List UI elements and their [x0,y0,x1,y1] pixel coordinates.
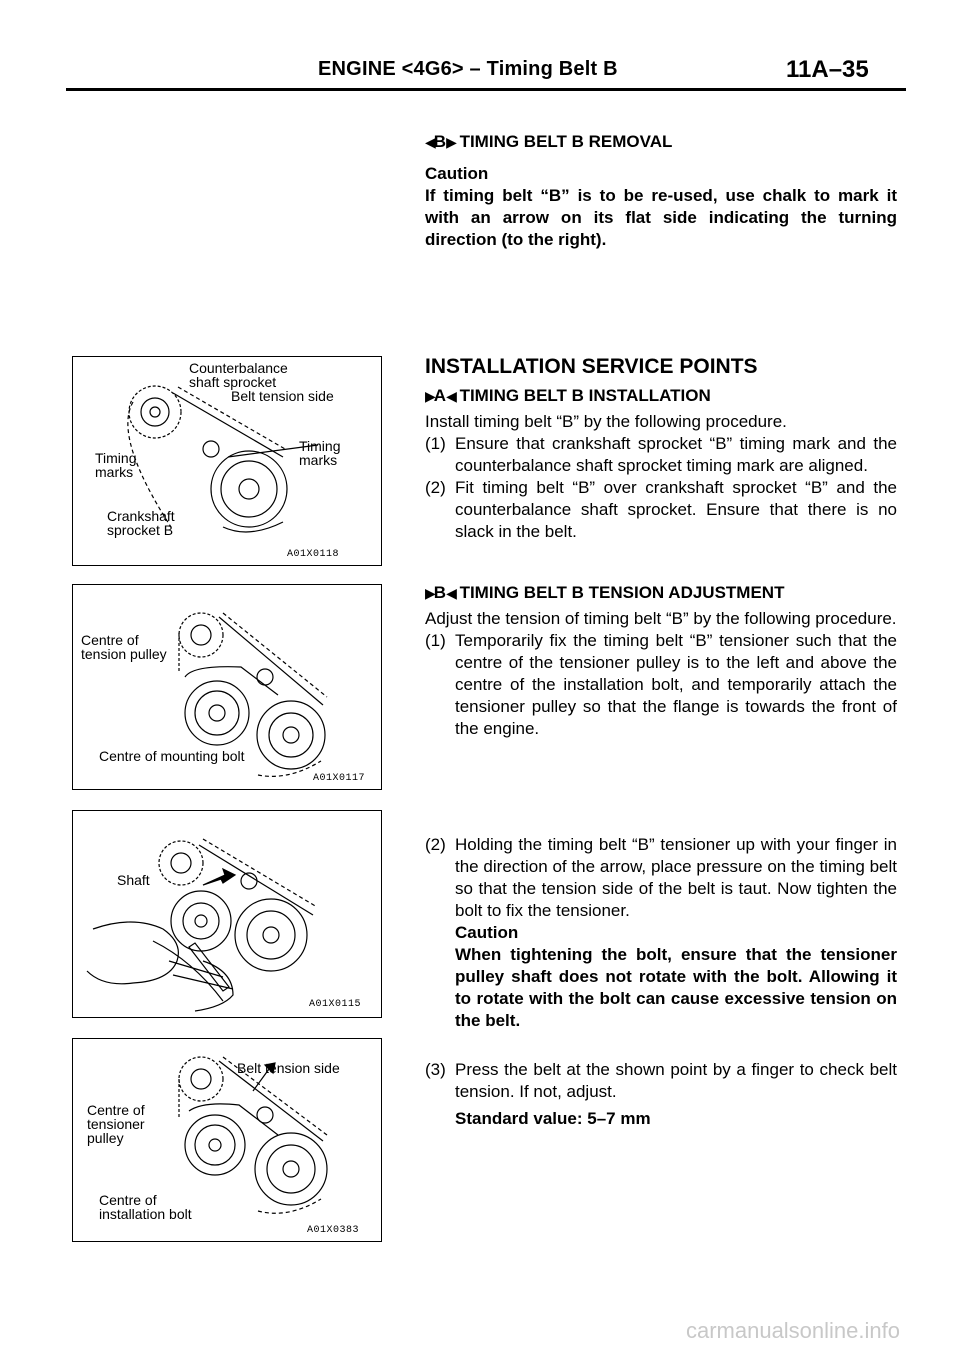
left-arrow-icon: ◀ [446,388,455,404]
installation-intro: Install timing belt “B” by the following procedure. [425,412,787,431]
label-pulley: pulley [87,1130,124,1146]
step-text: Press the belt at the shown point by a finger to check belt tension. If not, adjust. [455,1060,897,1101]
label-belt-tension-side: Belt tension side [237,1060,340,1076]
installation-step-1 [425,433,897,477]
left-arrow-icon: ◀ [446,585,455,601]
tension-step-2 [425,834,897,922]
installation-heading: INSTALLATION SERVICE POINTS [425,355,758,378]
tension-intro: Adjust the tension of timing belt “B” by the following procedure. [425,609,897,628]
removal-caution-label: Caution [425,164,489,183]
double-arrow-icon: ◀ [425,134,434,150]
page-number: 11A–35 [786,56,869,83]
figure-code: A01X0118 [287,549,340,560]
step-number: (2) [425,478,446,497]
step-text: Temporarily fix the timing belt “B” tensioner such that the centre of the tensioner pulley is to the left and above the centre of the installation bolt, and temporarily attach the tensioner pulley so that the flange is towards the front of the engine. [455,631,897,738]
installation-subheading-letter: A [433,386,447,405]
tension-caution-text: When tightening the bolt, ensure that the tensioner pulley shaft does not rotate with the bolt. Allowing it to rotate with the bolt can cause excessive tension on the belt. [455,945,897,1030]
tension-step-3 [425,1059,897,1103]
removal-heading-letter: B [433,132,447,151]
right-arrow-icon: ▶ [425,585,434,601]
step-text: Holding the timing belt “B” tensioner up with your finger in the direction of the arrow, place pressure on the timing belt so that the tension side of the belt is taut. Now tighten the bolt to fix the tensioner. [455,835,897,920]
figure-code: A01X0115 [309,999,362,1010]
removal-caution-text: If timing belt “B” is to be re-used, use chalk to mark it with an arrow on its flat side indicating the turning direction (to the right). [425,186,897,249]
step-number: (3) [425,1060,446,1079]
figure-shaft-holding [72,810,382,1018]
figure-timing-marks [72,356,382,566]
label-tensioner: tensioner [87,1116,145,1132]
label-marks-right: marks [299,452,338,468]
header-rule [66,88,906,91]
step-number: (1) [425,631,446,650]
label-timing-right: Timing [299,438,341,454]
step-text: Ensure that crankshaft sprocket “B” timing mark and the counterbalance shaft sprocket timing mark are aligned. [455,434,897,475]
step-text: Fit timing belt “B” over crankshaft sprocket “B” and the counterbalance shaft sprocket. Ensure that there is no slack in the belt. [455,478,897,541]
figure-tension-pulley [72,584,382,790]
right-arrow-icon: ▶ [446,134,455,150]
removal-heading-text: TIMING BELT B REMOVAL [459,132,673,151]
label-belt-tension-side: Belt tension side [231,388,334,404]
page-header-title: ENGINE <4G6> – Timing Belt B [318,58,618,80]
tension-heading [425,582,784,604]
label-counterbalance: Counterbalance [189,360,288,376]
figure-code: A01X0117 [313,773,366,784]
label-centre-of-2: Centre of [99,1192,157,1208]
step-number: (1) [425,434,446,453]
installation-subheading [425,385,711,407]
label-crankshaft: Crankshaft [107,508,175,524]
label-timing-left: Timing [95,450,137,466]
tension-step-1 [425,630,897,738]
label-centre-of: Centre of [87,1102,145,1118]
label-centre-mounting-bolt: Centre of mounting bolt [99,748,245,764]
figure-code: A01X0383 [307,1225,360,1236]
label-centre-of: Centre of [81,632,139,648]
label-marks-left: marks [95,464,134,480]
hand-tensioner-illustration [73,811,381,1017]
right-arrow-icon: ▶ [425,388,434,404]
label-shaft: Shaft [117,872,150,888]
label-installation-bolt: installation bolt [99,1206,192,1222]
watermark: carmanualsonline.info [685,1318,900,1343]
removal-heading [425,131,672,153]
label-shaft-sprocket: shaft sprocket [189,374,277,390]
standard-value: Standard value: 5–7 mm [455,1109,651,1128]
tension-heading-text: TIMING BELT B TENSION ADJUSTMENT [459,583,785,602]
installation-step-2 [425,477,897,541]
step-number: (2) [425,835,446,854]
tension-heading-letter: B [433,583,447,602]
figure-belt-tension-check [72,1038,382,1242]
label-sprocket-b: sprocket B [107,522,174,538]
tension-caution-label: Caution [455,923,519,942]
label-tension-pulley: tension pulley [81,646,167,662]
installation-subheading-text: TIMING BELT B INSTALLATION [459,386,711,405]
